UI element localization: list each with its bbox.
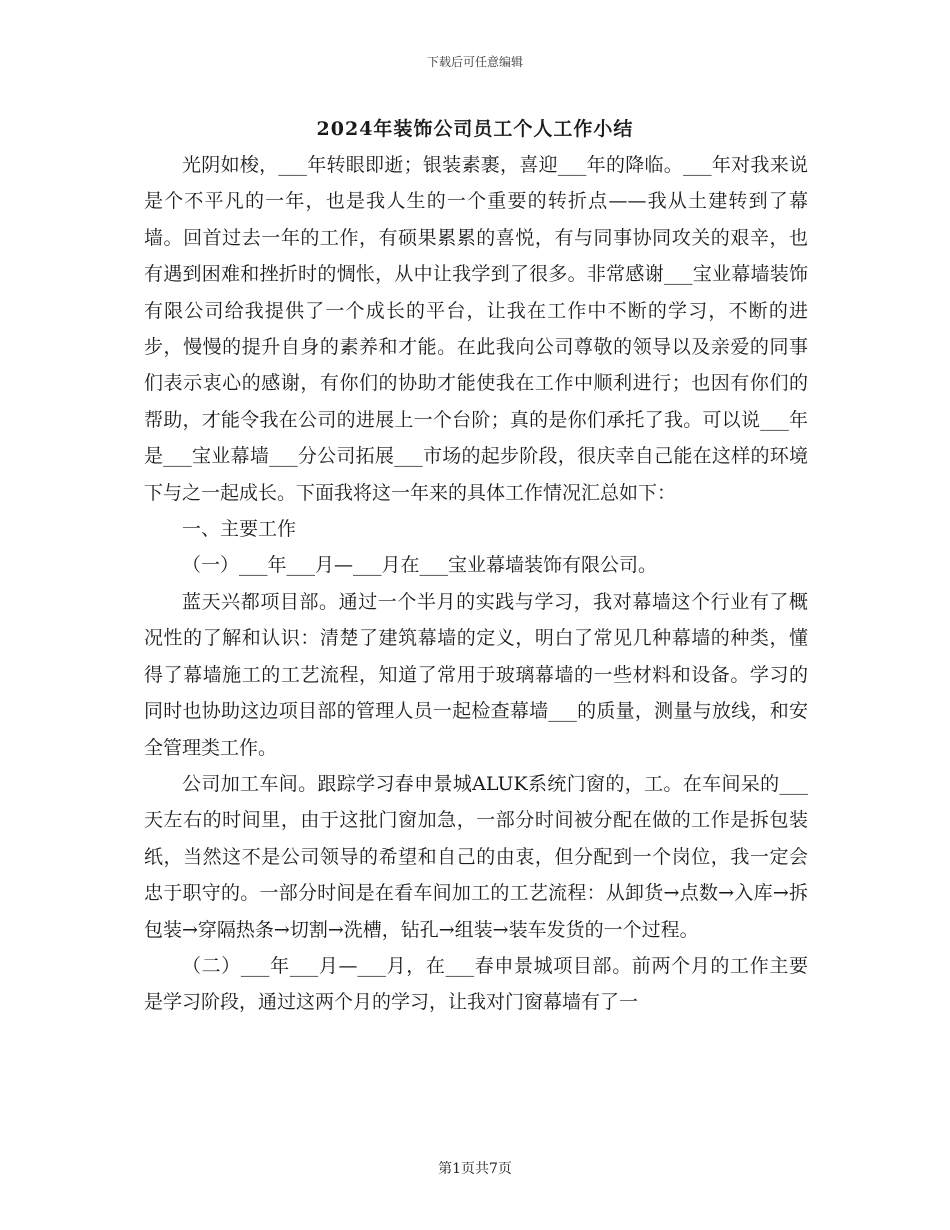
document-body: [144, 147, 808, 1021]
document-title: 2024年装饰公司员工个人工作小结: [316, 118, 634, 140]
paragraph-project-dept: 蓝天兴都项目部。通过一个半月的实践与学习，我对幕墙这个行业有了概况性的了解和认识：清楚了建筑幕墙的定义，明白了常见几种幕墙的种类，懂得了幕墙施工的工艺流程，知道了常用于玻璃幕墙的一些材料和设备。学习的同时也协助这边项目部的管理人员一起检查幕墙___的质量，测量与放线，和安全管理类工作。: [144, 590, 808, 759]
section-heading-main-work: 一、主要工作: [182, 518, 297, 541]
paragraph-intro: 光阴如梭，___年转眼即逝；银装素裹，喜迎___年的降临。___年对我来说是个不平凡的一年，也是我人生的一个重要的转折点——我从土建转到了幕墙。回首过去一年的工作，有硕果累累的喜悦，有与同事协同攻关的艰辛，也有遇到困难和挫折时的惆怅，从中让我学到了很多。非常感谢___宝业幕墙装饰有限公司给我提供了一个成长的平台，让我在工作中不断的学习，不断的进步，慢慢的提升自身的素养和才能。在此我向公司尊敬的领导以及亲爱的同事们表示衷心的感谢，有你们的协助才能使我在工作中顺利进行；也因有你们的帮助，才能令我在公司的进展上一个台阶；真的是你们承托了我。可以说___年是___宝业幕墙___分公司拓展___市场的起步阶段，很庆幸自己能在这样的环境下与之一起成长。下面我将这一年来的具体工作情况汇总如下：: [144, 154, 808, 504]
paragraph-workshop: 公司加工车间。跟踪学习春申景城ALUK系统门窗的，工。在车间呆的___天左右的时间里，由于这批门窗加急，一部分时间被分配在做的工作是拆包装纸，当然这不是公司领导的希望和自己的由衷，但分配到一个岗位，我一定会忠于职守的。一部分时间是在看车间加工的工艺流程：从卸货→点数→入库→拆包装→穿隔热条→切割→洗槽，钻孔→组装→装车发货的一个过程。: [144, 772, 808, 941]
subsection-heading-1: （一）___年___月—___月在___宝业幕墙装饰有限公司。: [182, 554, 658, 577]
page-footer: 第1页共7页: [438, 1161, 512, 1177]
header-note: 下载后可任意编辑: [426, 55, 523, 69]
subsection-heading-2: （二）___年___月—___月，在___春申景城项目部。前两个月的工作主要是学习阶段，通过这两个月的学习，让我对门窗幕墙有了一: [144, 954, 808, 1014]
